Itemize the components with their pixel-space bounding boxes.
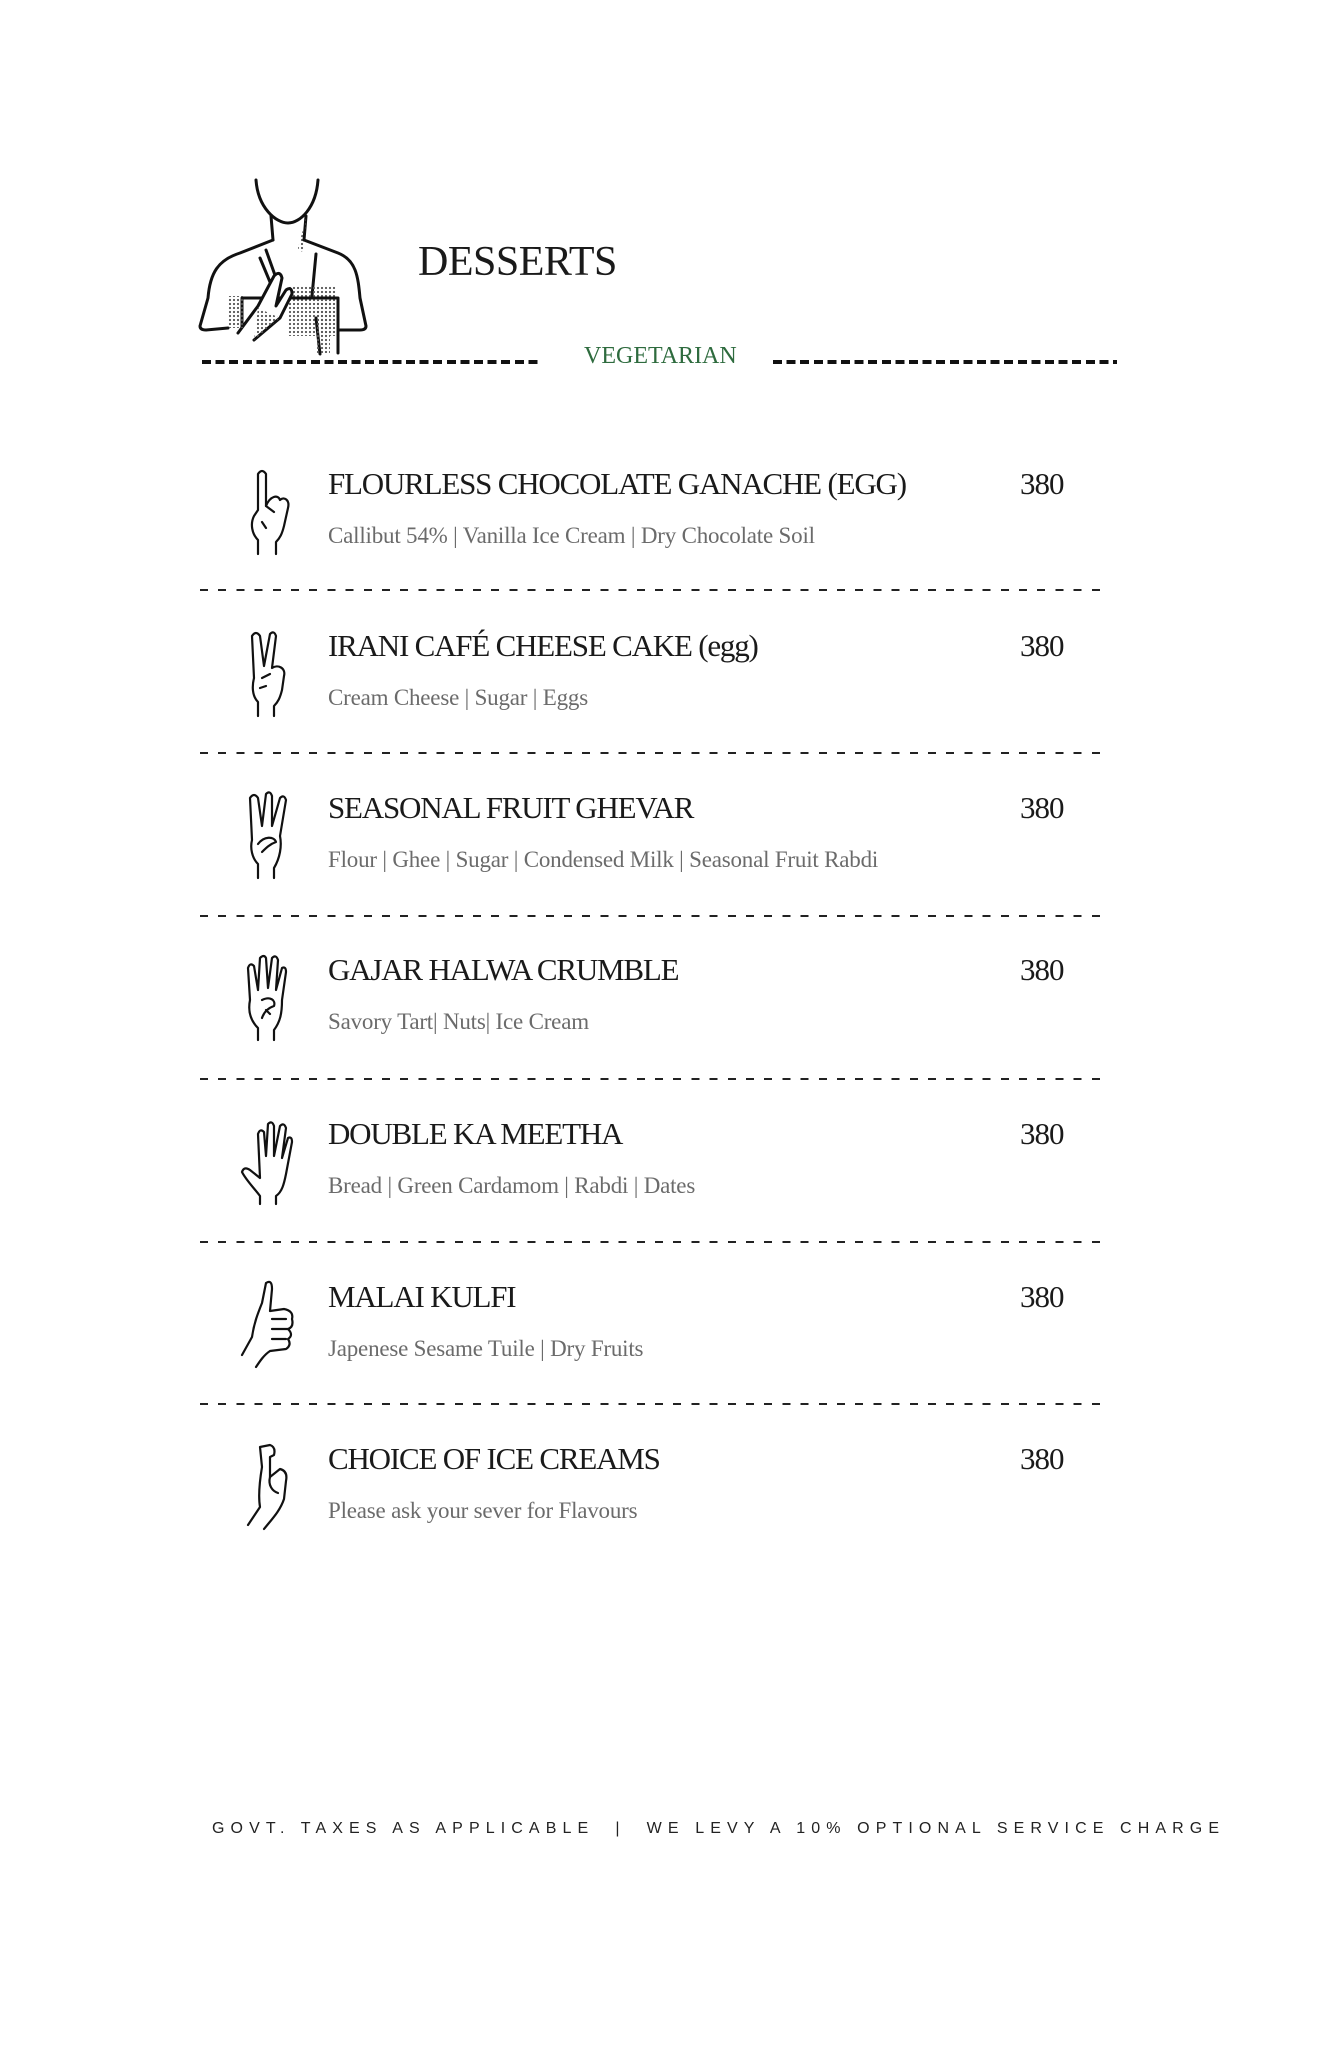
item-price: 380: [1020, 1279, 1064, 1314]
menu-item: [0, 1279, 1326, 1437]
item-divider: [200, 589, 1110, 591]
section-title: DESSERTS: [418, 239, 617, 285]
item-description: Japenese Sesame Tuile | Dry Fruits: [328, 1336, 644, 1361]
header-divider-left: [202, 360, 542, 364]
item-price: 380: [1020, 790, 1064, 825]
item-price: 380: [1020, 628, 1064, 663]
item-description: Flour | Ghee | Sugar | Condensed Milk | Seasonal Fruit Rabdi: [328, 847, 879, 872]
menu-item: [0, 628, 1326, 786]
menu-item: [0, 1441, 1326, 1599]
item-divider: [200, 1078, 1110, 1080]
hand-one-finger-icon: [240, 466, 304, 558]
hand-pinch-icon: [240, 1441, 304, 1533]
menu-item: [0, 952, 1326, 1110]
item-divider: [200, 915, 1110, 917]
item-price: 380: [1020, 952, 1064, 987]
item-description: Cream Cheese | Sugar | Eggs: [328, 685, 588, 710]
item-name: FLOURLESS CHOCOLATE GANACHE (EGG): [328, 466, 906, 501]
item-price: 380: [1020, 466, 1064, 501]
chef-illustration-icon: [188, 178, 378, 356]
item-divider: [200, 752, 1110, 754]
hand-two-fingers-icon: [240, 628, 304, 720]
hand-three-fingers-icon: [240, 790, 304, 882]
item-name: CHOICE OF ICE CREAMS: [328, 1441, 660, 1476]
item-name: IRANI CAFÉ CHEESE CAKE (egg): [328, 628, 758, 663]
item-divider: [200, 1403, 1110, 1405]
hand-five-fingers-icon: [240, 1116, 304, 1208]
item-description: Callibut 54% | Vanilla Ice Cream | Dry Chocolate Soil: [328, 523, 815, 548]
item-description: Savory Tart| Nuts| Ice Cream: [328, 1009, 589, 1034]
menu-item: [0, 790, 1326, 948]
header-divider-right: [773, 360, 1117, 364]
category-label: VEGETARIAN: [584, 343, 737, 369]
item-name: GAJAR HALWA CRUMBLE: [328, 952, 679, 987]
item-name: SEASONAL FRUIT GHEVAR: [328, 790, 694, 825]
item-divider: [200, 1241, 1110, 1243]
hand-four-fingers-icon: [240, 952, 304, 1044]
menu-item: [0, 1116, 1326, 1274]
item-price: 380: [1020, 1441, 1064, 1476]
item-price: 380: [1020, 1116, 1064, 1151]
item-name: DOUBLE KA MEETHA: [328, 1116, 623, 1151]
item-description: Bread | Green Cardamom | Rabdi | Dates: [328, 1173, 696, 1198]
menu-item: [0, 466, 1326, 624]
item-description: Please ask your sever for Flavours: [328, 1498, 638, 1523]
item-name: MALAI KULFI: [328, 1279, 516, 1314]
thumbs-up-icon: [240, 1279, 304, 1371]
footer-note: GOVT. TAXES AS APPLICABLE | WE LEVY A 10% OPTIONAL SERVICE CHARGE: [212, 1820, 1226, 1837]
